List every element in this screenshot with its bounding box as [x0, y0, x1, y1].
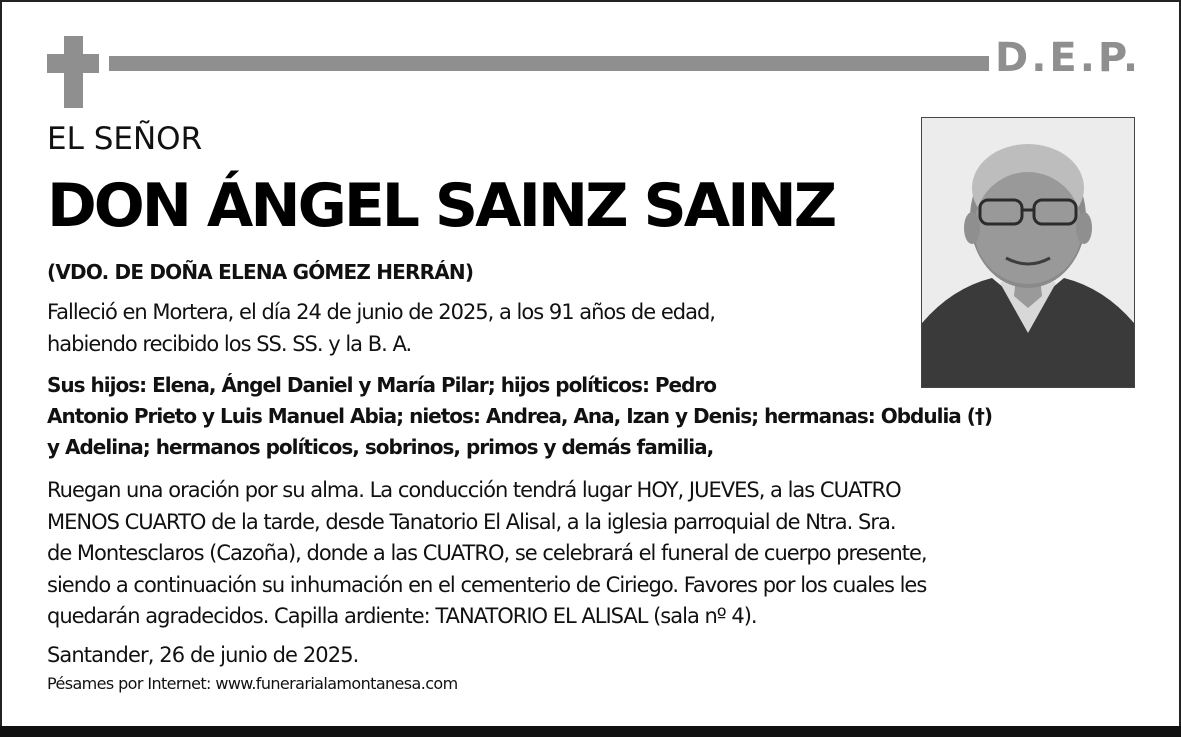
prayer-line: de Montesclaros (Cazoña), donde a las CUATRO, se celebrará el funeral de cuerpo presente, [47, 541, 927, 565]
place-date: Santander, 26 de junio de 2025. [47, 643, 359, 667]
header-rule [109, 56, 989, 71]
death-line: Falleció en Mortera, el día 24 de junio de 2025, a los 91 años de edad, [47, 300, 715, 324]
widower-line: (VDO. DE DOÑA ELENA GÓMEZ HERRÁN) [47, 260, 474, 284]
cross-icon-bar [47, 54, 99, 73]
family-line: Antonio Prieto y Luis Manuel Abia; nietos: Andrea, Ana, Izan y Denis; hermanas: Obdulia (†) [47, 404, 993, 428]
bottom-bar [0, 726, 1181, 737]
title-prefix: EL SEÑOR [47, 121, 203, 157]
family-line: Sus hijos: Elena, Ángel Daniel y María Pilar; hijos políticos: Pedro [47, 373, 717, 397]
deceased-name: DON ÁNGEL SAINZ SAINZ [47, 171, 835, 241]
death-line: habiendo recibido los SS. SS. y la B. A. [47, 331, 412, 356]
prayer-line: siendo a continuación su inhumación en el cementerio de Ciriego. Favores por los cuales les [47, 572, 927, 597]
prayer-line: quedarán agradecidos. Capilla ardiente: TANATORIO EL ALISAL (sala nº 4). [47, 604, 757, 628]
condolences-line: Pésames por Internet: www.funerarialamontanesa.com [47, 674, 458, 693]
family-line: y Adelina; hermanos políticos, sobrinos, primos y demás familia, [47, 435, 714, 459]
death-details [47, 297, 907, 360]
portrait-illustration [922, 118, 1134, 387]
portrait-photo [921, 117, 1135, 388]
prayer-paragraph [47, 475, 1137, 633]
prayer-line: MENOS CUARTO de la tarde, desde Tanatorio El Alisal, a la iglesia parroquial de Ntra. Sra. [47, 509, 896, 534]
dep-mark: D.E.P. [995, 35, 1142, 81]
prayer-line: Ruegan una oración por su alma. La conducción tendrá lugar HOY, JUEVES, a las CUATRO [47, 478, 901, 502]
